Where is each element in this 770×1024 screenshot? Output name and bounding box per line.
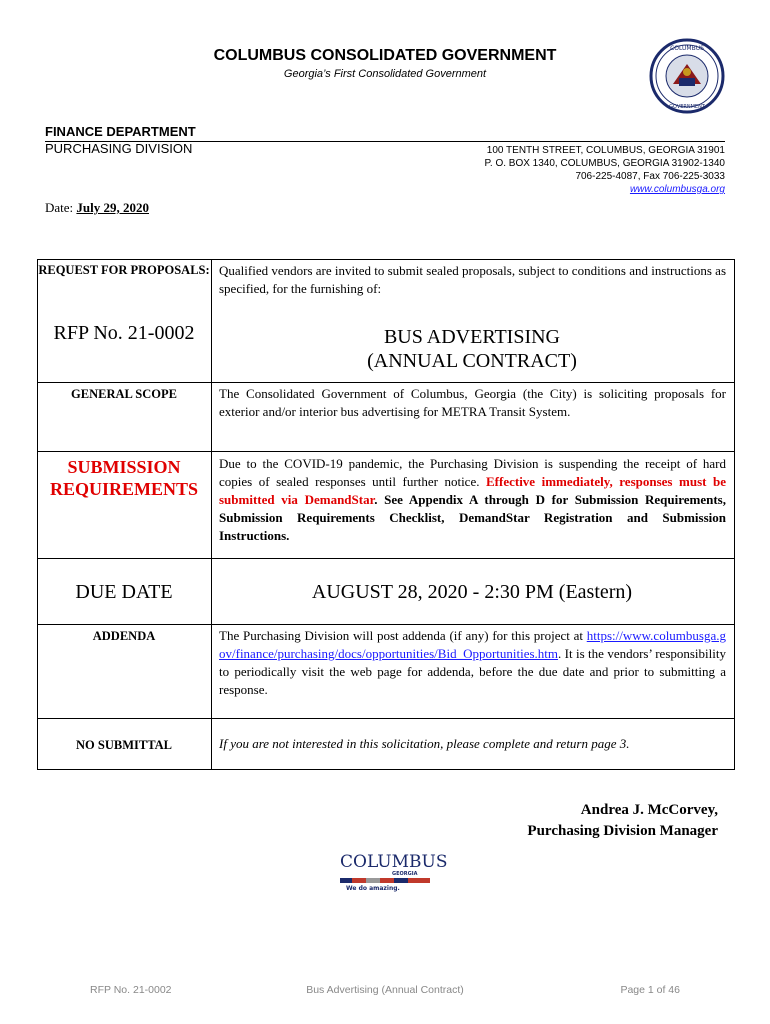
address-street: 100 TENTH STREET, COLUMBUS, GEORGIA 31901 [486,145,725,156]
address-phone-fax: 706-225-4087, Fax 706-225-3033 [575,171,725,182]
table-row-divider [37,718,735,719]
date-label: Date: [45,200,74,215]
submission-label [37,456,211,500]
submission-text-bold: . See Appendix A through D for Submission Requirements, Submission Requirements Checklist, DemandStar Registration and Submission Instructions. [219,492,726,543]
page-subtitle: Georgia’s First Consolidated Government [283,68,487,80]
due-date-label: DUE DATE [75,581,173,603]
no-submittal-label: NO SUBMITTAL [76,738,172,752]
footer-left: RFP No. 21-0002 [90,984,172,996]
columbus-logo [336,848,448,892]
division-name: PURCHASING DIVISION [45,141,193,156]
request-text: Qualified vendors are invited to submit sealed proposals, subject to conditions and instructions as specified, for the furnishing of: [219,263,726,296]
scope-text: The Consolidated Government of Columbus, Georgia (the City) is soliciting proposals for exterior and/or interior bus advertising for METRA Transit System. [219,386,726,419]
address-website [630,184,725,196]
logo-state: GEORGIA [392,871,418,877]
date-value: July 29, 2020 [76,200,149,215]
rfp-title-line1: BUS ADVERTISING [383,326,561,348]
svg-text:GOVERNMENT: GOVERNMENT [669,104,705,110]
due-date-value: AUGUST 28, 2020 - 2:30 PM (Eastern) [311,581,633,603]
table-row-divider [37,624,735,625]
city-seal-icon [649,38,725,114]
submission-text-plain: Due to the COVID-19 pandemic, the Purchasing Division is suspending the receipt of hard copies of sealed responses until further notice. [219,456,726,489]
addenda-text-1: The Purchasing Division will post addenda (if any) for this project at [219,628,587,643]
addenda-text-2: . It is the vendors’ responsibility to periodically visit the web page for addenda, before the due date and prior to submitting a response. [219,646,726,697]
logo-tagline: We do amazing. [346,885,400,892]
no-submittal-text: If you are not interested in this solicitation, please complete and return page 3. [219,736,630,751]
submission-label-line1: SUBMISSION [67,457,181,477]
table-row-divider [37,558,735,559]
addenda-text [219,627,726,699]
department-name: FINANCE DEPARTMENT [45,124,196,139]
submission-text-red: Effective immediately, responses must be submitted via DemandStar [219,474,726,507]
logo-wordmark: COLUMBUS [340,852,448,872]
website-link[interactable]: www.columbusga.org [629,184,725,195]
footer-right: Page 1 of 46 [620,984,680,996]
address-po-box: P. O. BOX 1340, COLUMBUS, GEORGIA 31902-1340 [484,158,725,169]
submission-text [219,455,726,545]
signature-title: Purchasing Division Manager [527,823,718,839]
addenda-label: ADDENDA [92,629,156,643]
rfp-number: RFP No. 21-0002 [53,322,195,344]
addenda-link[interactable]: https://www.columbusga.gov/finance/purchasing/docs/opportunities/Bid_Opportunities.htm [219,628,726,661]
footer-center: Bus Advertising (Annual Contract) [306,984,464,996]
document-date [45,200,149,216]
signature-name: Andrea J. McCorvey, [580,802,718,818]
svg-text:COLUMBUS: COLUMBUS [670,45,704,52]
request-label: REQUEST FOR PROPOSALS: [38,263,210,277]
submission-label-line2: REQUIREMENTS [49,479,199,499]
table-row-divider [37,451,735,452]
scope-label: GENERAL SCOPE [71,387,177,401]
table-row-divider [37,382,735,383]
page-title: COLUMBUS CONSOLIDATED GOVERNMENT [213,47,557,64]
rfp-title-line2: (ANNUAL CONTRACT) [367,350,577,372]
